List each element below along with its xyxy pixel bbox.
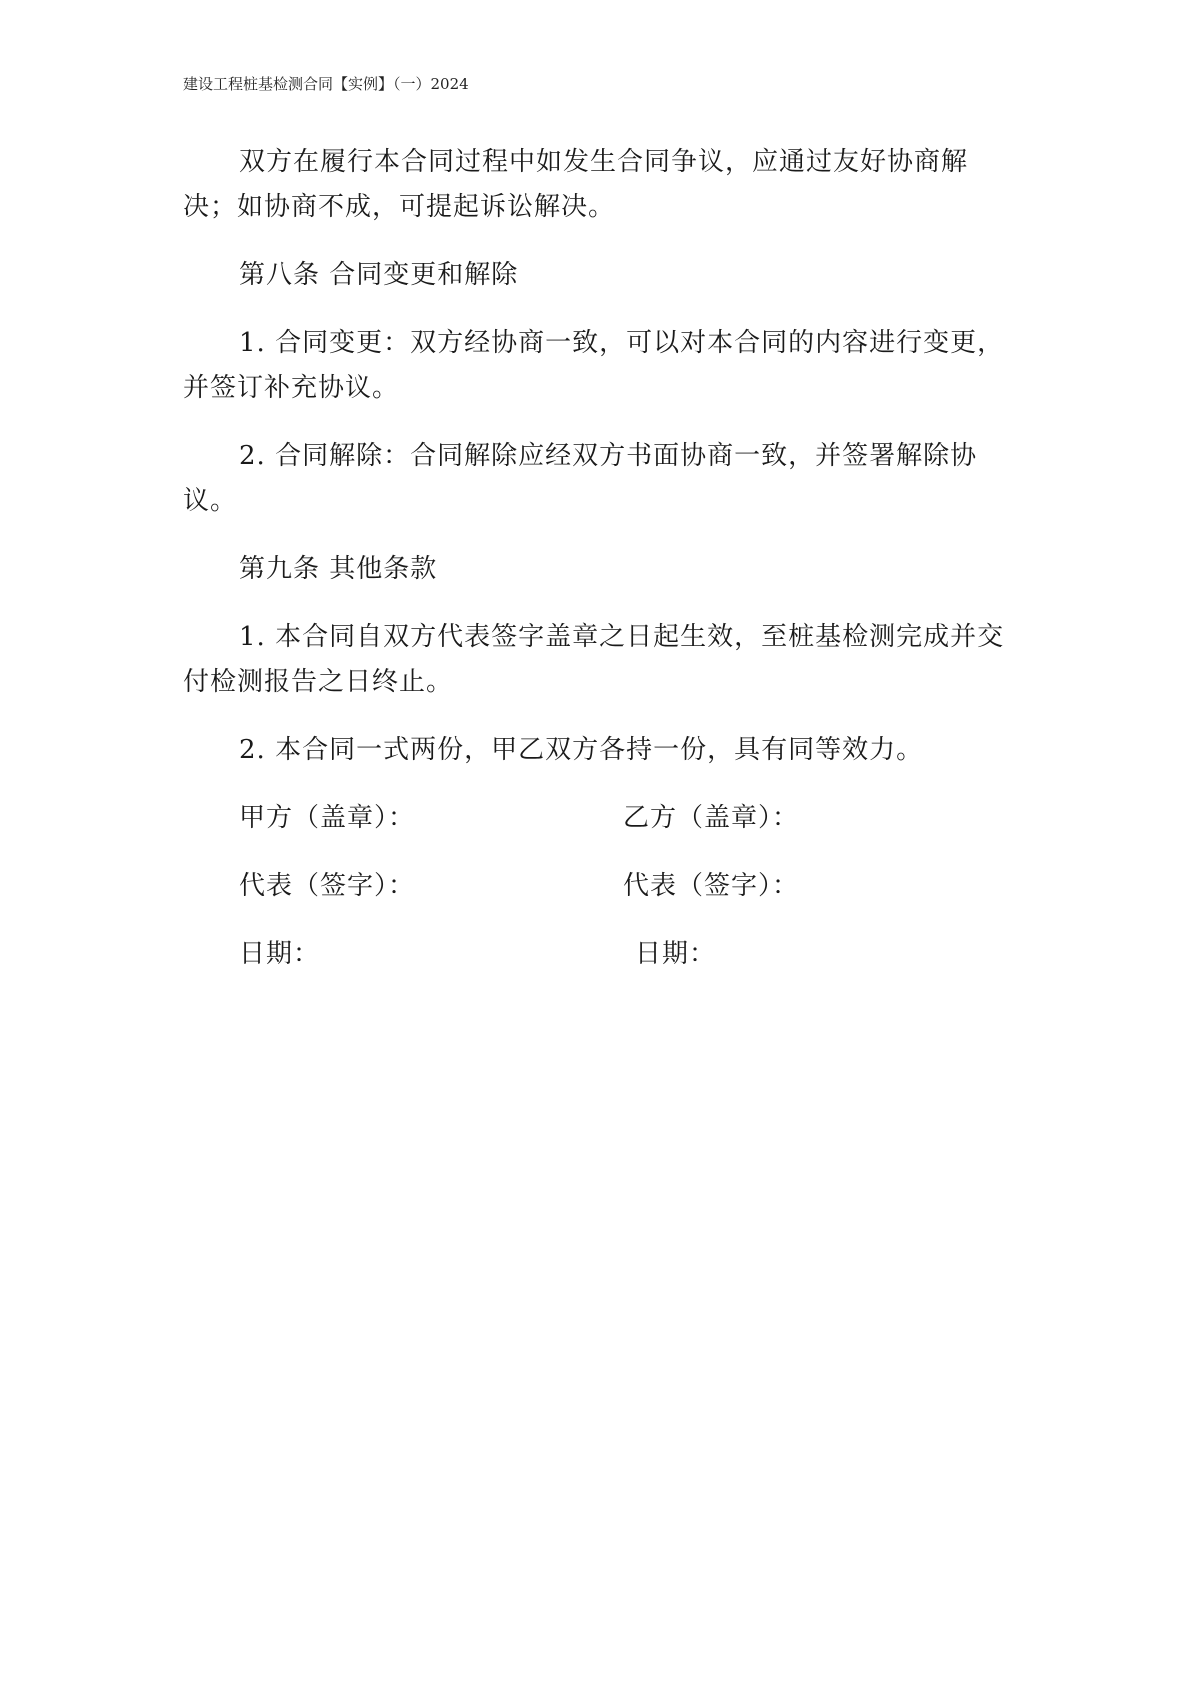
article-9-heading: 第九条 其他条款 — [239, 554, 438, 584]
party-b-seal-label: 乙方（盖章）： — [623, 803, 800, 833]
article-8-heading: 第八条 合同变更和解除 — [239, 260, 519, 290]
signature-row-date — [183, 932, 1018, 977]
party-a-date-label: 日期： — [239, 939, 321, 969]
party-a-rep-label: 代表（签字）： — [239, 871, 416, 901]
party-a-seal-label: 甲方（盖章）： — [239, 803, 416, 833]
signature-row-seal — [183, 796, 1018, 841]
party-b-date-label: 日期： — [635, 939, 717, 969]
article-9-item-1: 1. 本合同自双方代表签字盖章之日起生效，至桩基检测完成并交付检测报告之日终止。 — [183, 622, 1005, 697]
article-8-item-2: 2. 合同解除：合同解除应经双方书面协商一致，并签署解除协议。 — [183, 441, 978, 516]
article-9-item-2: 2. 本合同一式两份，甲乙双方各持一份，具有同等效力。 — [239, 735, 924, 765]
dispute-paragraph: 双方在履行本合同过程中如发生合同争议，应通过友好协商解决；如协商不成，可提起诉讼解决。 — [183, 147, 969, 222]
party-b-rep-label: 代表（签字）： — [623, 871, 800, 901]
signature-row-representative — [183, 864, 1018, 909]
contract-body — [183, 140, 1018, 1000]
page-header: 建设工程桩基检测合同【实例】（一）2024 — [183, 75, 469, 93]
article-8-item-1: 1. 合同变更：双方经协商一致，可以对本合同的内容进行变更，并签订补充协议。 — [183, 328, 1005, 403]
